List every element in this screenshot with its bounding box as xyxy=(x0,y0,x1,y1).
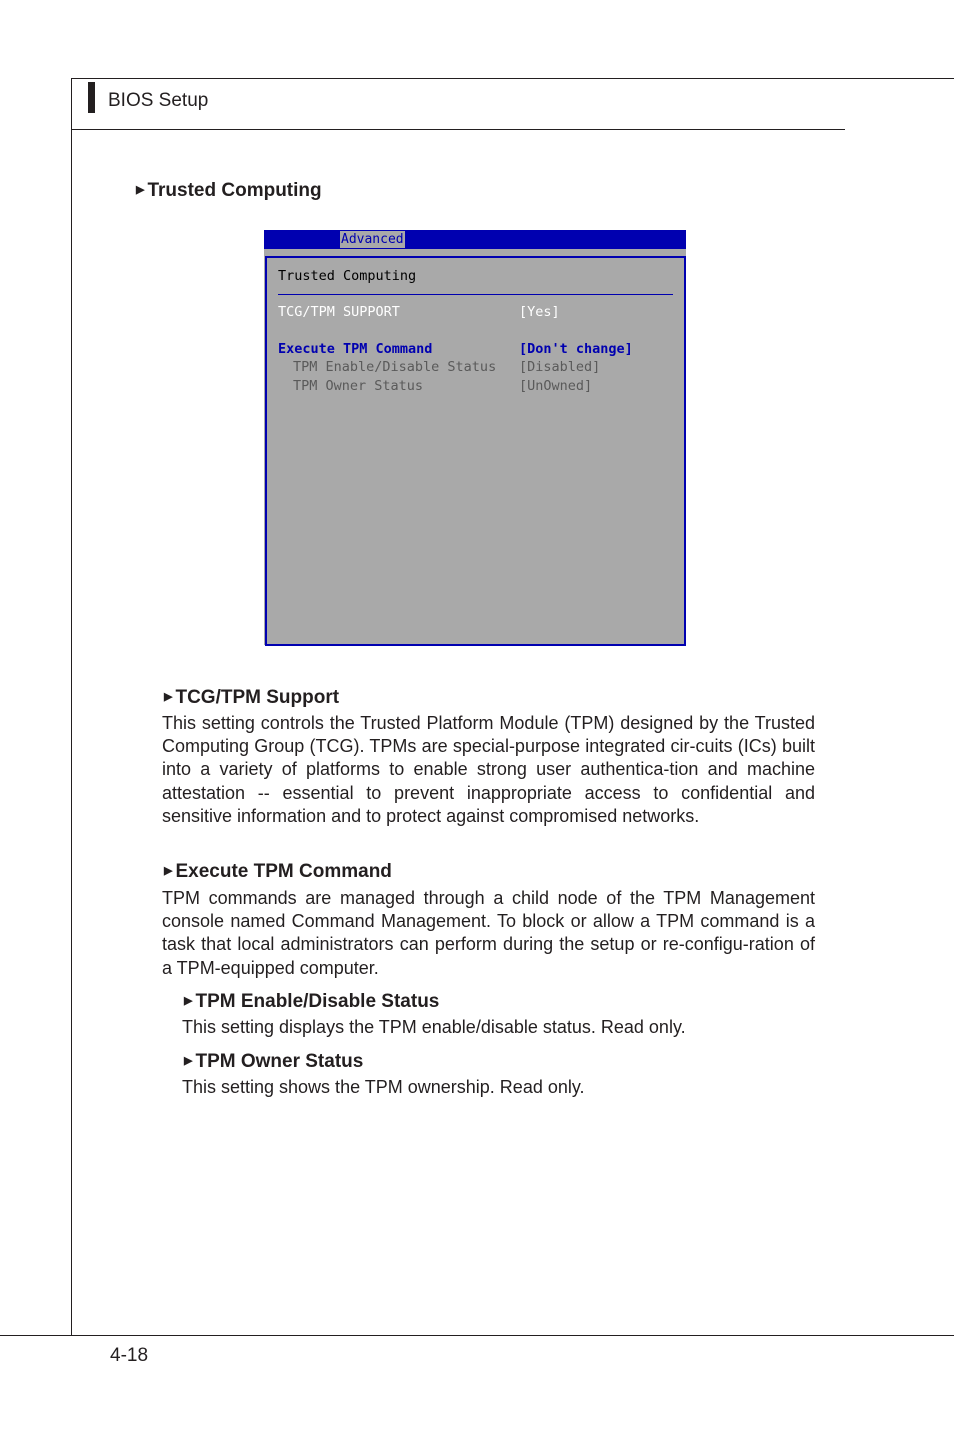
page-number: 4-18 xyxy=(110,1345,149,1366)
bios-row-enable-status-label: TPM Enable/Disable Status xyxy=(293,359,497,375)
triangle-bullet-icon: ▶ xyxy=(164,691,173,703)
page-header-title: BIOS Setup xyxy=(108,90,209,111)
item-heading-tcg xyxy=(164,687,339,709)
bios-row-execute-value[interactable]: [Don't change] xyxy=(519,341,633,357)
item-text-tcg: This setting controls the Trusted Platform Module (TPM) designed by the Trusted Computing Group (TCG). TPMs are special-purpose integrated cir-cuits (ICs) built into a variety of platforms to enable strong user authentica-tion and machine attestation -- essential to prevent inappropriate access to confidential and sensitive information and to protect against compromised networks. xyxy=(162,713,815,826)
item-heading-owner-status xyxy=(184,1051,363,1073)
bios-row-tcg-label[interactable]: TCG/TPM SUPPORT xyxy=(278,304,400,320)
item-heading-enable-status xyxy=(184,991,439,1013)
item-text-enable-status: This setting displays the TPM enable/disable status. Read only. xyxy=(182,1017,686,1037)
item-text-owner-status: This setting shows the TPM ownership. Read only. xyxy=(182,1077,585,1097)
bios-menu-bar xyxy=(264,230,686,249)
bios-row-tcg-value[interactable]: [Yes] xyxy=(519,304,560,320)
frame-left-rule xyxy=(71,78,72,1335)
bios-row-execute-label[interactable]: Execute TPM Command xyxy=(278,341,433,357)
triangle-bullet-icon: ▶ xyxy=(164,865,173,877)
item-heading-owner-status-label: TPM Owner Status xyxy=(195,1051,364,1072)
bios-screen xyxy=(264,230,686,645)
bios-row-owner-status-value: [UnOwned] xyxy=(519,378,593,394)
header-marker-bar xyxy=(88,82,95,113)
item-heading-execute-label: Execute TPM Command xyxy=(175,861,392,882)
header-rule xyxy=(71,129,845,130)
triangle-bullet-icon: ▶ xyxy=(184,995,193,1007)
frame-top-rule xyxy=(71,78,954,79)
triangle-bullet-icon: ▶ xyxy=(184,1055,193,1067)
bios-panel-title: Trusted Computing xyxy=(278,268,417,284)
section-heading xyxy=(136,180,322,202)
bios-row-owner-status-label: TPM Owner Status xyxy=(293,378,424,394)
bios-panel xyxy=(265,256,686,646)
bios-row-enable-status-value: [Disabled] xyxy=(519,359,601,375)
bios-title-rule xyxy=(278,294,673,295)
item-heading-execute xyxy=(164,861,392,883)
item-heading-enable-status-label: TPM Enable/Disable Status xyxy=(195,991,440,1012)
bios-tab-advanced[interactable]: Advanced xyxy=(341,232,404,247)
footer-rule xyxy=(0,1335,954,1336)
item-text-execute: TPM commands are managed through a child node of the TPM Management console named Command Management. To block or allow a TPM command is a task that local administrators can perform during the setup or re-configu-ration of a TPM-equipped computer. xyxy=(162,888,815,978)
triangle-bullet-icon: ▶ xyxy=(136,184,145,196)
section-heading-label: Trusted Computing xyxy=(147,180,322,201)
item-heading-tcg-label: TCG/TPM Support xyxy=(175,687,340,708)
